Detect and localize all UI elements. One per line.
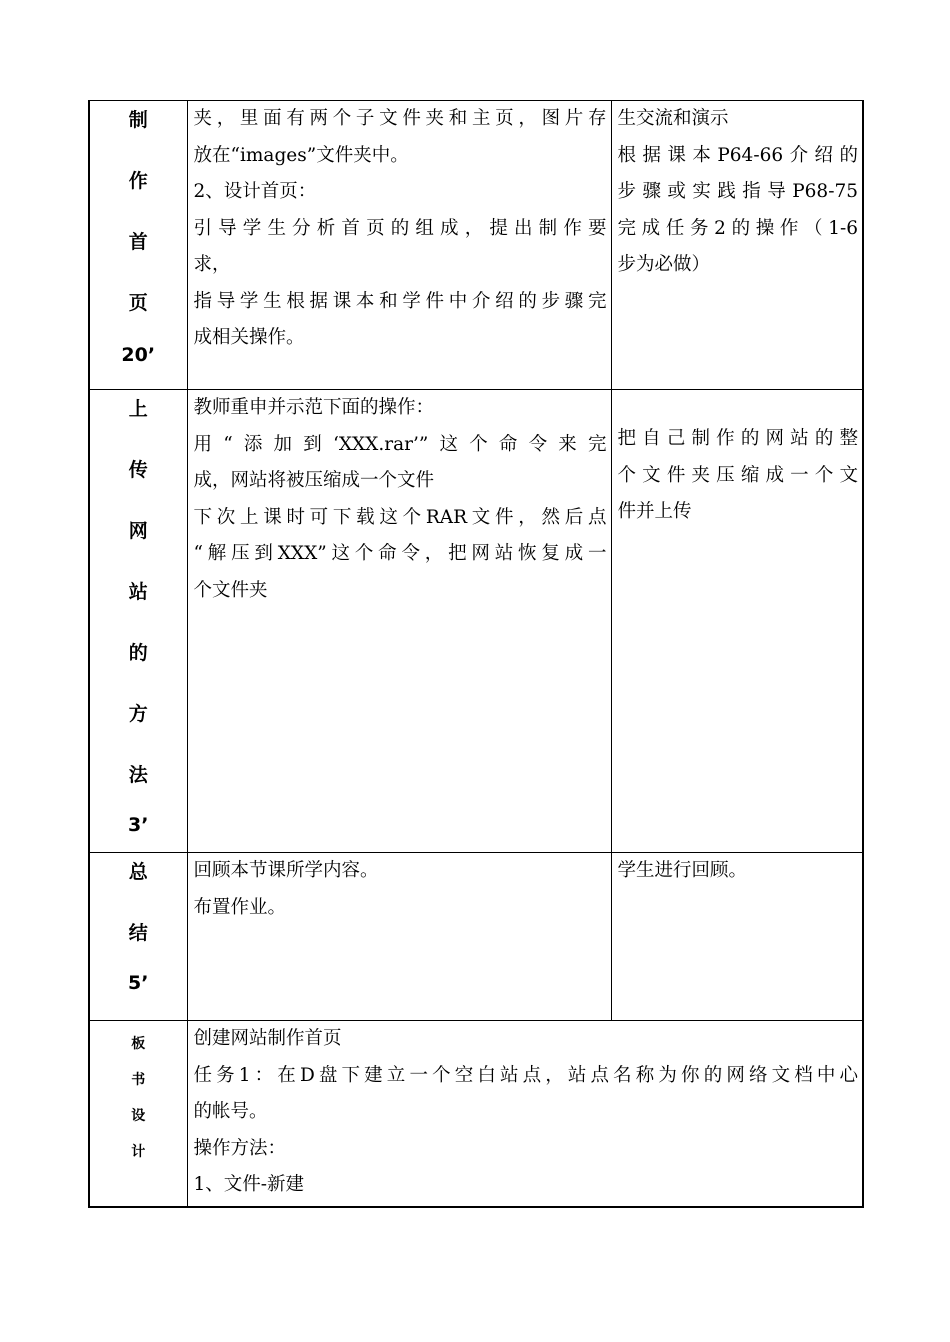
content-line: 引导学生分析首页的组成，提出制作要	[193, 217, 607, 239]
content-line: 回顾本节课所学内容。	[193, 860, 379, 881]
content-line: 操作方法：	[193, 1137, 287, 1159]
section-label-time: 3’	[128, 814, 149, 836]
section-label-char: 书	[131, 1072, 146, 1088]
content-line: 完成任务2的操作（1-6	[617, 217, 858, 239]
content-line: “解压到XXX”这个命令，把网站恢复成一	[193, 543, 607, 564]
content-line: 求，	[193, 254, 231, 275]
lesson-plan-table	[88, 100, 864, 1208]
content-line: 件并上传	[617, 501, 692, 522]
content-line: 任务1：在D盘下建立一个空白站点，站点名称为你的网络文档中心	[193, 1064, 858, 1086]
teacher-activity-cell	[187, 390, 611, 853]
student-activity-cell	[611, 390, 863, 853]
section-label-char: 板	[131, 1036, 146, 1052]
content-line: 成相关操作。	[193, 327, 305, 348]
section-label-char: 上	[128, 398, 148, 420]
content-line: 布置作业。	[193, 896, 287, 918]
section-label-char: 网	[128, 520, 148, 542]
section-label-time: 5’	[128, 972, 149, 994]
table-row-summary	[89, 853, 863, 1021]
teacher-activity-cell	[187, 101, 611, 390]
table-row-board-design	[89, 1021, 863, 1207]
teacher-activity-cell	[187, 853, 611, 1021]
table-row-upload-website	[89, 390, 863, 853]
section-label-cell	[89, 1021, 187, 1207]
content-line: 创建网站制作首页	[193, 1028, 342, 1049]
section-label-char: 计	[131, 1144, 146, 1160]
content-line: 指导学生根据课本和学件中介绍的步骤完	[193, 290, 607, 312]
section-label-cell	[89, 101, 187, 390]
section-label-char: 首	[128, 231, 148, 253]
board-design-cell	[187, 1021, 863, 1207]
section-label-char: 总	[128, 861, 148, 883]
section-label-char: 方	[128, 703, 148, 725]
content-line: 步为必做）	[617, 254, 711, 275]
section-label-char: 设	[131, 1108, 146, 1124]
content-line: 夹，里面有两个子文件夹和主页，图片存	[193, 108, 607, 129]
section-label-char: 页	[128, 292, 148, 314]
content-line: 下次上课时可下载这个RAR文件，然后点	[193, 506, 607, 528]
content-line: 个文件夹压缩成一个文	[617, 464, 858, 486]
student-activity-cell	[611, 853, 863, 1021]
section-label-char: 站	[128, 581, 148, 603]
section-label-char: 传	[128, 459, 148, 481]
section-label-cell	[89, 390, 187, 853]
section-label-char: 制	[128, 109, 148, 131]
content-line: 根据课本P64-66介绍的	[617, 144, 858, 166]
content-line: 教师重申并示范下面的操作：	[193, 397, 435, 418]
section-label-char: 结	[128, 922, 148, 944]
content-line: 把自己制作的网站的整	[617, 428, 858, 449]
content-line: 2、设计首页：	[193, 181, 317, 202]
section-label-time: 20’	[121, 344, 156, 366]
section-label-char: 的	[128, 642, 148, 664]
content-line: 成，网站将被压缩成一个文件	[193, 470, 435, 491]
content-line: 的帐号。	[193, 1101, 268, 1122]
content-line: 1、文件-新建	[193, 1174, 305, 1195]
content-line: 用“添加到‘XXX.rar’”这个命令来完	[193, 433, 607, 455]
content-line: 生交流和演示	[617, 108, 729, 129]
content-line: 个文件夹	[193, 579, 268, 601]
content-line: 步骤或实践指导P68-75	[617, 181, 858, 202]
section-label-char: 法	[128, 764, 148, 786]
content-line: 放在“images”文件夹中。	[193, 144, 409, 166]
content-line: 学生进行回顾。	[617, 860, 748, 881]
section-label-char: 作	[128, 170, 148, 192]
table-row-make-homepage	[89, 101, 863, 390]
student-activity-cell	[611, 101, 863, 390]
section-label-cell	[89, 853, 187, 1021]
